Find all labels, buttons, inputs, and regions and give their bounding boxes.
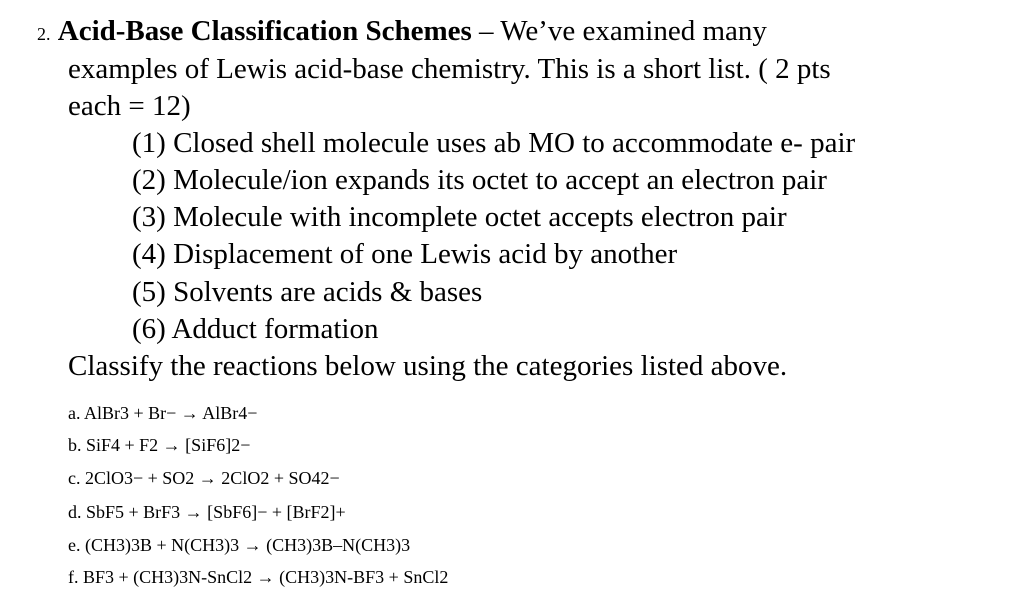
reaction-e	[68, 534, 410, 556]
instruction-text: Classify the reactions below using the categories listed above.	[68, 350, 788, 382]
category-6: (6) Adduct formation	[132, 313, 379, 345]
intro-line-1: We’ve examined many	[500, 15, 767, 47]
category-1: (1) Closed shell molecule uses ab MO to accommodate e- pair	[132, 127, 856, 159]
reaction-d-text: d. SbF5 + BrF3 → [SbF6]− + [BrF2]+	[68, 502, 346, 522]
reaction-c	[68, 467, 340, 489]
question-heading-line	[37, 14, 767, 51]
reaction-a-text: a. AlBr3 + Br− → AlBr4−	[68, 403, 258, 423]
reaction-f	[68, 566, 448, 588]
reaction-a	[68, 402, 257, 424]
reaction-d	[68, 501, 346, 523]
reaction-f-text: f. BF3 + (CH3)3N-SnCl2 → (CH3)3N-BF3 + SnCl2	[68, 567, 449, 587]
question-number: 2.	[37, 24, 51, 44]
question-title: Acid-Base Classification Schemes	[57, 15, 472, 47]
category-3: (3) Molecule with incomplete octet accepts electron pair	[132, 201, 787, 233]
intro-line-3: each = 12)	[68, 90, 191, 122]
category-4: (4) Displacement of one Lewis acid by another	[132, 238, 678, 270]
reaction-c-text: c. 2ClO3− + SO2 → 2ClO2 + SO42−	[68, 468, 340, 488]
reaction-e-text: e. (CH3)3B + N(CH3)3 → (CH3)3B–N(CH3)3	[68, 535, 411, 555]
category-5: (5) Solvents are acids & bases	[132, 276, 483, 308]
title-dash: –	[471, 15, 501, 47]
intro-line-2: examples of Lewis acid-base chemistry. This is a short list. ( 2 pts	[68, 53, 831, 85]
reaction-b	[68, 434, 250, 456]
category-2: (2) Molecule/ion expands its octet to accept an electron pair	[132, 164, 827, 196]
reaction-b-text: b. SiF4 + F2 → [SiF6]2−	[68, 435, 251, 455]
